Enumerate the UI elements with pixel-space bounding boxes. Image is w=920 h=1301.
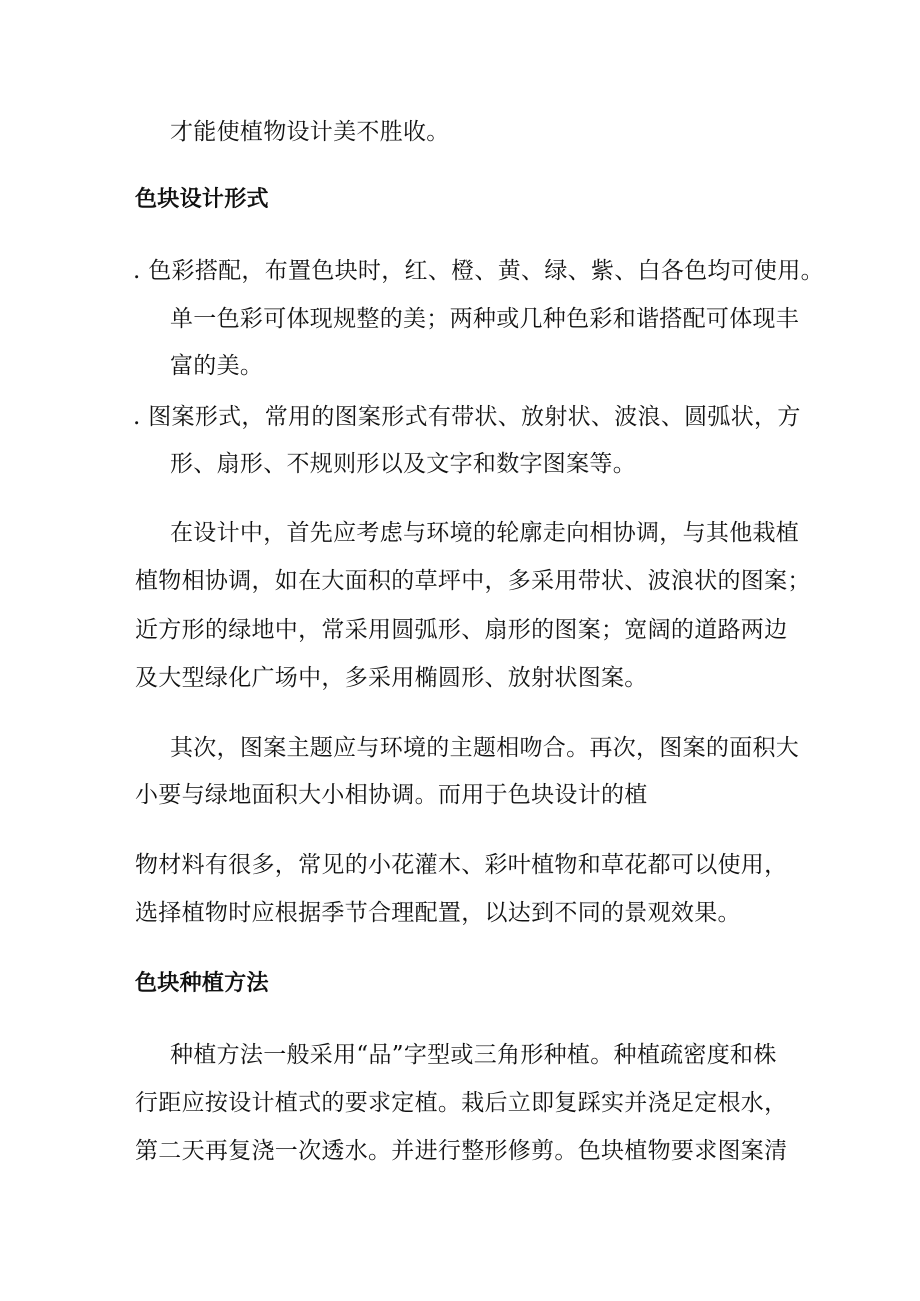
section-heading-color-block-planting: 色块种植方法 [135, 971, 269, 996]
list-item-line: . 图案形式，常用的图案形式有带状、放射状、波浪、圆弧状，方 [133, 404, 801, 430]
paragraph-line: 物材料有很多，常见的小花灌木、彩叶植物和草花都可以使用， [135, 852, 788, 878]
paragraph-line: 才能使植物设计美不胜收。 [170, 119, 450, 145]
paragraph-line: 在设计中，首先应考虑与环境的轮廓走向相协调，与其他栽植 [170, 520, 800, 546]
list-item-line: 单一色彩可体现规整的美；两种或几种色彩和谐搭配可体现丰 [170, 306, 800, 332]
paragraph-line: 植物相协调，如在大面积的草坪中，多采用带状、波浪状的图案； [135, 568, 811, 594]
list-item-line: . 色彩搭配，布置色块时，红、橙、黄、绿、紫、白各色均可使用。 [133, 258, 824, 284]
paragraph-line: 选择植物时应根据季节合理配置，以达到不同的景观效果。 [135, 900, 741, 926]
paragraph-line: 种植方法一般采用“品”字型或三角形种植。种植疏密度和株 [170, 1042, 777, 1068]
paragraph-line: 小要与绿地面积大小相协调。而用于色块设计的植 [135, 782, 648, 808]
paragraph-line: 第二天再复浇一次透水。并进行整形修剪。色块植物要求图案清 [135, 1138, 788, 1164]
paragraph-line: 行距应按设计植式的要求定植。栽后立即复踩实并浇足定根水， [135, 1090, 788, 1116]
paragraph-line: 及大型绿化广场中，多采用椭圆形、放射状图案。 [135, 665, 648, 691]
paragraph-line: 近方形的绿地中，常采用圆弧形、扇形的图案；宽阔的道路两边 [135, 617, 788, 643]
list-item-line: 形、扇形、不规则形以及文字和数字图案等。 [170, 451, 636, 477]
list-item-line: 富的美。 [170, 353, 264, 379]
section-heading-color-block-design: 色块设计形式 [135, 187, 269, 212]
paragraph-line: 其次，图案主题应与环境的主题相吻合。再次，图案的面积大 [170, 735, 800, 761]
